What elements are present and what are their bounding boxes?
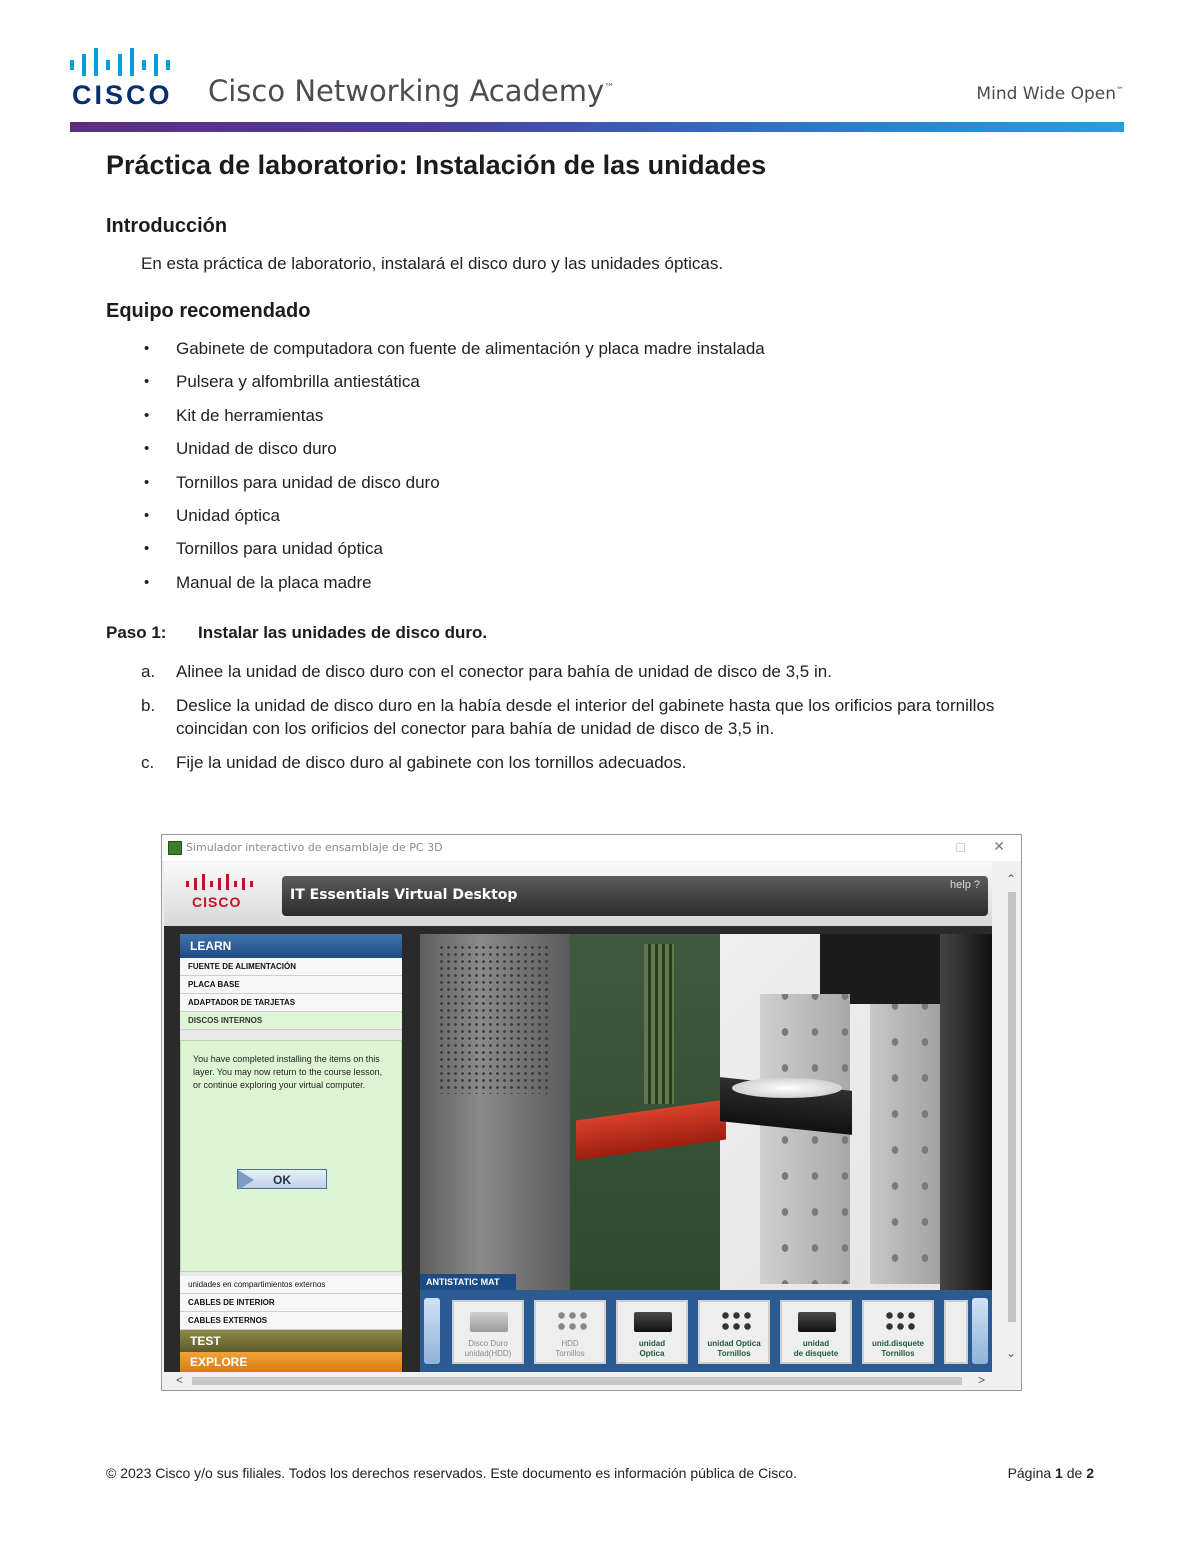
app-icon	[168, 841, 182, 855]
scroll-left-arrow-icon[interactable]	[424, 1298, 440, 1364]
list-item: b. Deslice la unidad de disco duro en la había desde el interior del gabinete hasta que los orificios para tornillos coincidan con los orificios del conector para bahía de unidad de disco de 3,5 in.	[141, 696, 995, 738]
vertical-scrollbar[interactable]	[1003, 862, 1021, 1372]
list-item: • Tornillos para unidad óptica	[106, 538, 765, 571]
list-item: c. Fije la unidad de disco duro al gabinete con los tornillos adecuados.	[141, 753, 687, 772]
academy-title: Cisco Networking Academy™	[208, 74, 615, 108]
window-title: Simulador interactivo de ensamblaje de PC 3D	[186, 841, 443, 854]
info-panel	[180, 1040, 402, 1272]
list-item: • Unidad óptica	[106, 505, 765, 538]
antistatic-mat	[420, 1277, 992, 1372]
chevron-up-icon[interactable]: ⌃	[1006, 872, 1017, 886]
menu-item-external-cables[interactable]: CABLES EXTERNOS	[180, 1312, 402, 1330]
chevron-left-icon[interactable]: <	[176, 1373, 184, 1387]
list-item: • Tornillos para unidad de disco duro	[106, 472, 765, 505]
intro-text: En esta práctica de laboratorio, instalará el disco duro y las unidades ópticas.	[141, 254, 724, 273]
step-1-list	[141, 660, 1061, 785]
simulator-screenshot	[161, 834, 1022, 1391]
menu-item-power-supply[interactable]: FUENTE DE ALIMENTACIÓN	[180, 958, 402, 976]
list-item: • Gabinete de computadora con fuente de alimentación y placa madre instalada	[106, 338, 765, 371]
explore-button[interactable]: EXPLORE	[180, 1352, 402, 1372]
equipment-list	[106, 338, 765, 605]
app-banner-title: IT Essentials Virtual Desktop	[290, 887, 518, 903]
menu-item-internal-drives[interactable]: DISCOS INTERNOS	[180, 1012, 402, 1030]
help-button[interactable]: help ?	[950, 879, 980, 891]
chevron-down-icon[interactable]: ⌄	[1006, 1346, 1017, 1360]
menu-item-card-adapter[interactable]: ADAPTADOR DE TARJETAS	[180, 994, 402, 1012]
component-tiles	[452, 1300, 968, 1364]
case-edge	[940, 934, 992, 1290]
close-icon[interactable]: ✕	[993, 838, 1005, 854]
drive-cage-right	[870, 1004, 950, 1284]
page-title: Práctica de laboratorio: Instalación de las unidades	[106, 150, 767, 180]
floppy-drive-icon	[798, 1312, 836, 1332]
screws-icon	[720, 1310, 752, 1334]
menu-item-motherboard[interactable]: PLACA BASE	[180, 976, 402, 994]
menu-item-internal-cables[interactable]: CABLES DE INTERIOR	[180, 1294, 402, 1312]
page-number: Página 1 de 2	[1007, 1465, 1094, 1481]
scrollbar-thumb[interactable]	[1008, 892, 1016, 1322]
cisco-logo-icon	[70, 46, 180, 76]
list-item: a. Alinee la unidad de disco duro con el conector para bahía de unidad de disco de 3,5 in.	[141, 662, 832, 681]
tile-hdd-screws[interactable]: HDD Tornillos	[534, 1300, 606, 1364]
simulator-app	[164, 862, 992, 1372]
tile-optical-screws[interactable]: unidad Optica Tornillos	[698, 1300, 770, 1364]
page-header	[70, 40, 1124, 120]
hard-drive-platter	[732, 1078, 842, 1098]
tagline: Mind Wide Open™	[976, 84, 1124, 104]
scrollbar-thumb[interactable]	[192, 1377, 962, 1385]
tile-floppy-screws[interactable]: unid.disquete Tornillos	[862, 1300, 934, 1364]
header-gradient-rule	[70, 122, 1124, 132]
ok-button[interactable]: OK	[237, 1169, 327, 1189]
tile-optical-drive[interactable]: unidad Optica	[616, 1300, 688, 1364]
app-banner	[282, 876, 988, 916]
window-titlebar	[162, 835, 1021, 861]
tile-hdd[interactable]: Disco Duro unidad(HDD)	[452, 1300, 524, 1364]
app-header	[164, 862, 992, 926]
list-item: • Unidad de disco duro	[106, 438, 765, 471]
hdd-icon	[470, 1312, 508, 1332]
list-item: • Kit de herramientas	[106, 405, 765, 438]
list-item: • Manual de la placa madre	[106, 572, 765, 605]
cisco-logo-icon	[186, 874, 256, 890]
optical-drive-icon	[634, 1312, 672, 1332]
scroll-right-arrow-icon[interactable]	[972, 1298, 988, 1364]
tile-partial[interactable]	[944, 1300, 968, 1364]
case-side-panel	[420, 934, 570, 1290]
test-button[interactable]: TEST	[180, 1330, 402, 1352]
pc-3d-scene[interactable]	[420, 934, 992, 1290]
intro-heading: Introducción	[106, 215, 228, 237]
mat-label: ANTISTATIC MAT	[420, 1274, 516, 1290]
equipment-heading: Equipo recomendado	[106, 300, 311, 322]
list-item: • Pulsera y alfombrilla antiestática	[106, 371, 765, 404]
learn-panel	[180, 934, 402, 1372]
cisco-wordmark: CISCO	[72, 80, 173, 110]
horizontal-scrollbar[interactable]	[162, 1372, 1005, 1390]
step-1-heading: Paso 1: Instalar las unidades de disco duro.	[106, 623, 488, 642]
minimize-icon[interactable]: □	[956, 839, 965, 855]
screws-icon	[556, 1310, 588, 1334]
screws-icon	[884, 1310, 916, 1334]
app-logo-word: CISCO	[192, 894, 242, 910]
ram-modules	[644, 944, 674, 1104]
copyright: © 2023 Cisco y/o sus filiales. Todos los derechos reservados. Este documento es información pública de Cisco.	[106, 1465, 797, 1481]
menu-item-external-bays[interactable]: unidades en compartimientos externos	[180, 1276, 402, 1294]
drive-cage	[760, 994, 850, 1284]
chevron-right-icon[interactable]: >	[977, 1373, 985, 1387]
learn-header[interactable]: LEARN	[180, 934, 402, 958]
tile-floppy-drive[interactable]: unidad de disquete	[780, 1300, 852, 1364]
info-message: You have completed installing the items on this layer. You may now return to the course lesson, or continue exploring your virtual computer.	[193, 1054, 383, 1090]
